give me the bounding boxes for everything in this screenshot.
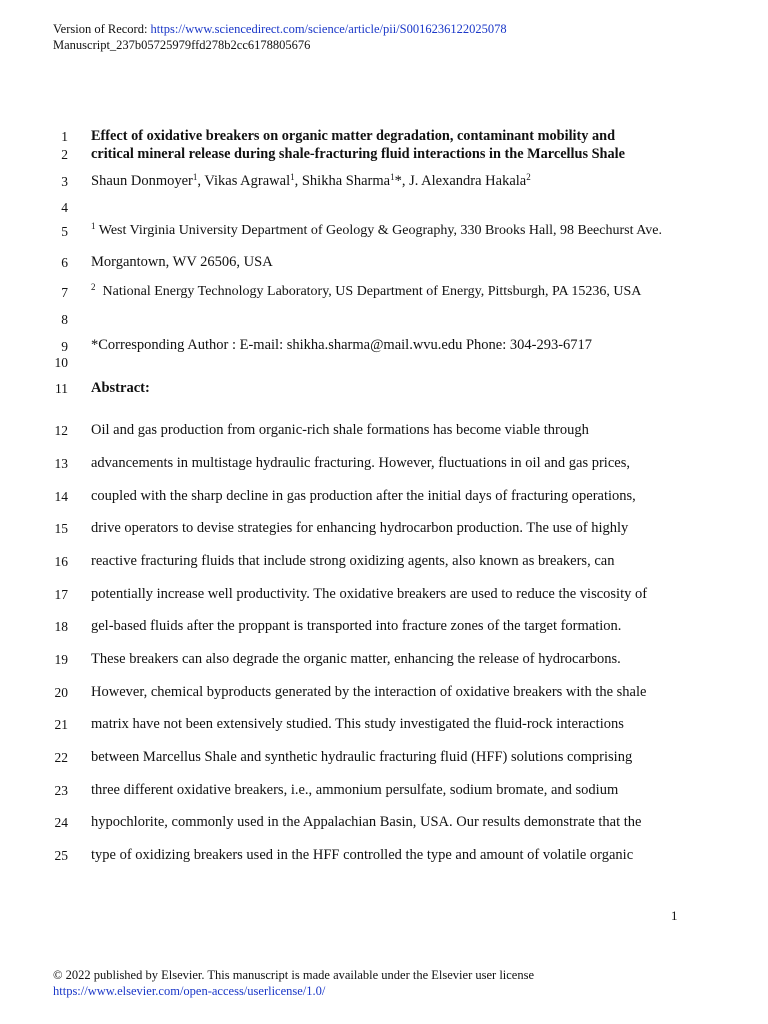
- line-number: 21: [54, 717, 68, 732]
- affiliation-2: [91, 284, 641, 300]
- abstract-line: These breakers can also degrade the organic matter, enhancing the release of hydrocarbons.: [91, 651, 621, 667]
- line-number: 11: [55, 381, 68, 396]
- affiliation-2-text: National Energy Technology Laboratory, US Department of Energy, Pittsburgh, PA 15236, USA: [102, 284, 642, 299]
- author-list: [91, 173, 531, 190]
- abstract-line: drive operators to devise strategies for enhancing hydrocarbon production. The use of highly: [91, 520, 629, 536]
- line-number: 2: [61, 147, 68, 162]
- abstract-line: advancements in multistage hydraulic fracturing. However, fluctuations in oil and gas prices,: [91, 455, 630, 471]
- line-number: 25: [54, 848, 68, 863]
- line-number: 14: [54, 489, 68, 504]
- abstract-line: type of oxidizing breakers used in the HFF controlled the type and amount of volatile organic: [91, 847, 634, 863]
- author-name: J. Alexandra Hakala: [409, 173, 527, 189]
- affiliation-sup: 2: [91, 282, 96, 292]
- abstract-line: However, chemical byproducts generated by the interaction of oxidative breakers with the shale: [91, 684, 647, 700]
- abstract-line: matrix have not been extensively studied. This study investigated the fluid-rock interactions: [91, 716, 624, 732]
- line-number: 8: [61, 312, 68, 327]
- line-number: 10: [54, 355, 68, 370]
- author-affiliation-sup: 1: [390, 172, 395, 182]
- line-number: 6: [61, 255, 68, 270]
- line-number: 1: [61, 129, 68, 144]
- corresponding-author: *Corresponding Author : E-mail: shikha.sharma@mail.wvu.edu Phone: 304-293-6717: [91, 337, 593, 353]
- line-number: 17: [54, 587, 68, 602]
- line-number: 13: [54, 456, 68, 471]
- abstract-line: reactive fracturing fluids that include strong oxidizing agents, also known as breakers, can: [91, 553, 615, 569]
- line-number: 23: [54, 783, 68, 798]
- manuscript-id: Manuscript_237b05725979ffd278b2cc6178805676: [53, 38, 311, 52]
- paper-title-line-1: Effect of oxidative breakers on organic matter degradation, contaminant mobility and: [91, 128, 616, 144]
- line-number: 4: [61, 200, 68, 215]
- author-affiliation-sup: 1: [192, 172, 198, 182]
- author-separator: ,: [294, 173, 302, 189]
- abstract-line: gel-based fluids after the proppant is transported into fracture zones of the target formation.: [91, 618, 622, 634]
- line-number: 3: [61, 174, 68, 189]
- author-separator: ,: [401, 173, 410, 189]
- version-of-record: [53, 22, 507, 37]
- line-number: 15: [54, 521, 68, 536]
- license-link-wrap: [53, 984, 325, 999]
- license-link[interactable]: https://www.elsevier.com/open-access/userlicense/1.0/: [53, 984, 326, 998]
- author-name: Vikas Agrawal: [204, 173, 291, 189]
- line-number: 18: [54, 619, 68, 634]
- line-number: 5: [61, 224, 68, 239]
- abstract-line: three different oxidative breakers, i.e., ammonium persulfate, sodium bromate, and sodium: [91, 782, 619, 798]
- author-affiliation-sup: 2: [526, 172, 531, 182]
- line-number: 12: [54, 423, 68, 438]
- affiliation-sup: 1: [91, 221, 96, 231]
- corresponding-mark: *: [394, 173, 402, 189]
- license-text: © 2022 published by Elsevier. This manuscript is made available under the Elsevier user license: [53, 968, 535, 982]
- page-number: 1: [671, 908, 678, 923]
- version-label: Version of Record:: [53, 22, 148, 36]
- abstract-line: potentially increase well productivity. The oxidative breakers are used to reduce the viscosity of: [91, 586, 648, 602]
- line-number: 24: [54, 815, 68, 830]
- line-number: 22: [54, 750, 68, 765]
- abstract-line: coupled with the sharp decline in gas production after the initial days of fracturing operations,: [91, 488, 636, 504]
- abstract-line: between Marcellus Shale and synthetic hydraulic fracturing fluid (HFF) solutions comprising: [91, 749, 633, 765]
- line-number: 19: [54, 652, 68, 667]
- author-name: Shaun Donmoyer: [91, 173, 193, 189]
- author-separator: ,: [197, 173, 205, 189]
- abstract-heading: Abstract:: [91, 380, 150, 396]
- abstract-line: Oil and gas production from organic-rich shale formations has become viable through: [91, 422, 589, 438]
- affiliation-1: [91, 223, 662, 239]
- affiliation-1-line-2: Morgantown, WV 26506, USA: [91, 254, 273, 270]
- line-number: 9: [61, 339, 68, 354]
- version-link[interactable]: https://www.sciencedirect.com/science/article/pii/S0016236122025078: [150, 22, 507, 36]
- author-affiliation-sup: 1: [290, 172, 295, 182]
- line-number: 7: [61, 285, 68, 300]
- abstract-line: hypochlorite, commonly used in the Appalachian Basin, USA. Our results demonstrate that the: [91, 814, 642, 830]
- affiliation-1-text: West Virginia University Department of Geology & Geography, 330 Brooks Hall, 98 Beechurst Ave.: [95, 223, 662, 238]
- paper-title-line-2: critical mineral release during shale-fracturing fluid interactions in the Marcellus Shale: [91, 146, 625, 162]
- author-name: Shikha Sharma: [301, 173, 391, 189]
- line-number: 16: [54, 554, 68, 569]
- line-number: 20: [54, 685, 68, 700]
